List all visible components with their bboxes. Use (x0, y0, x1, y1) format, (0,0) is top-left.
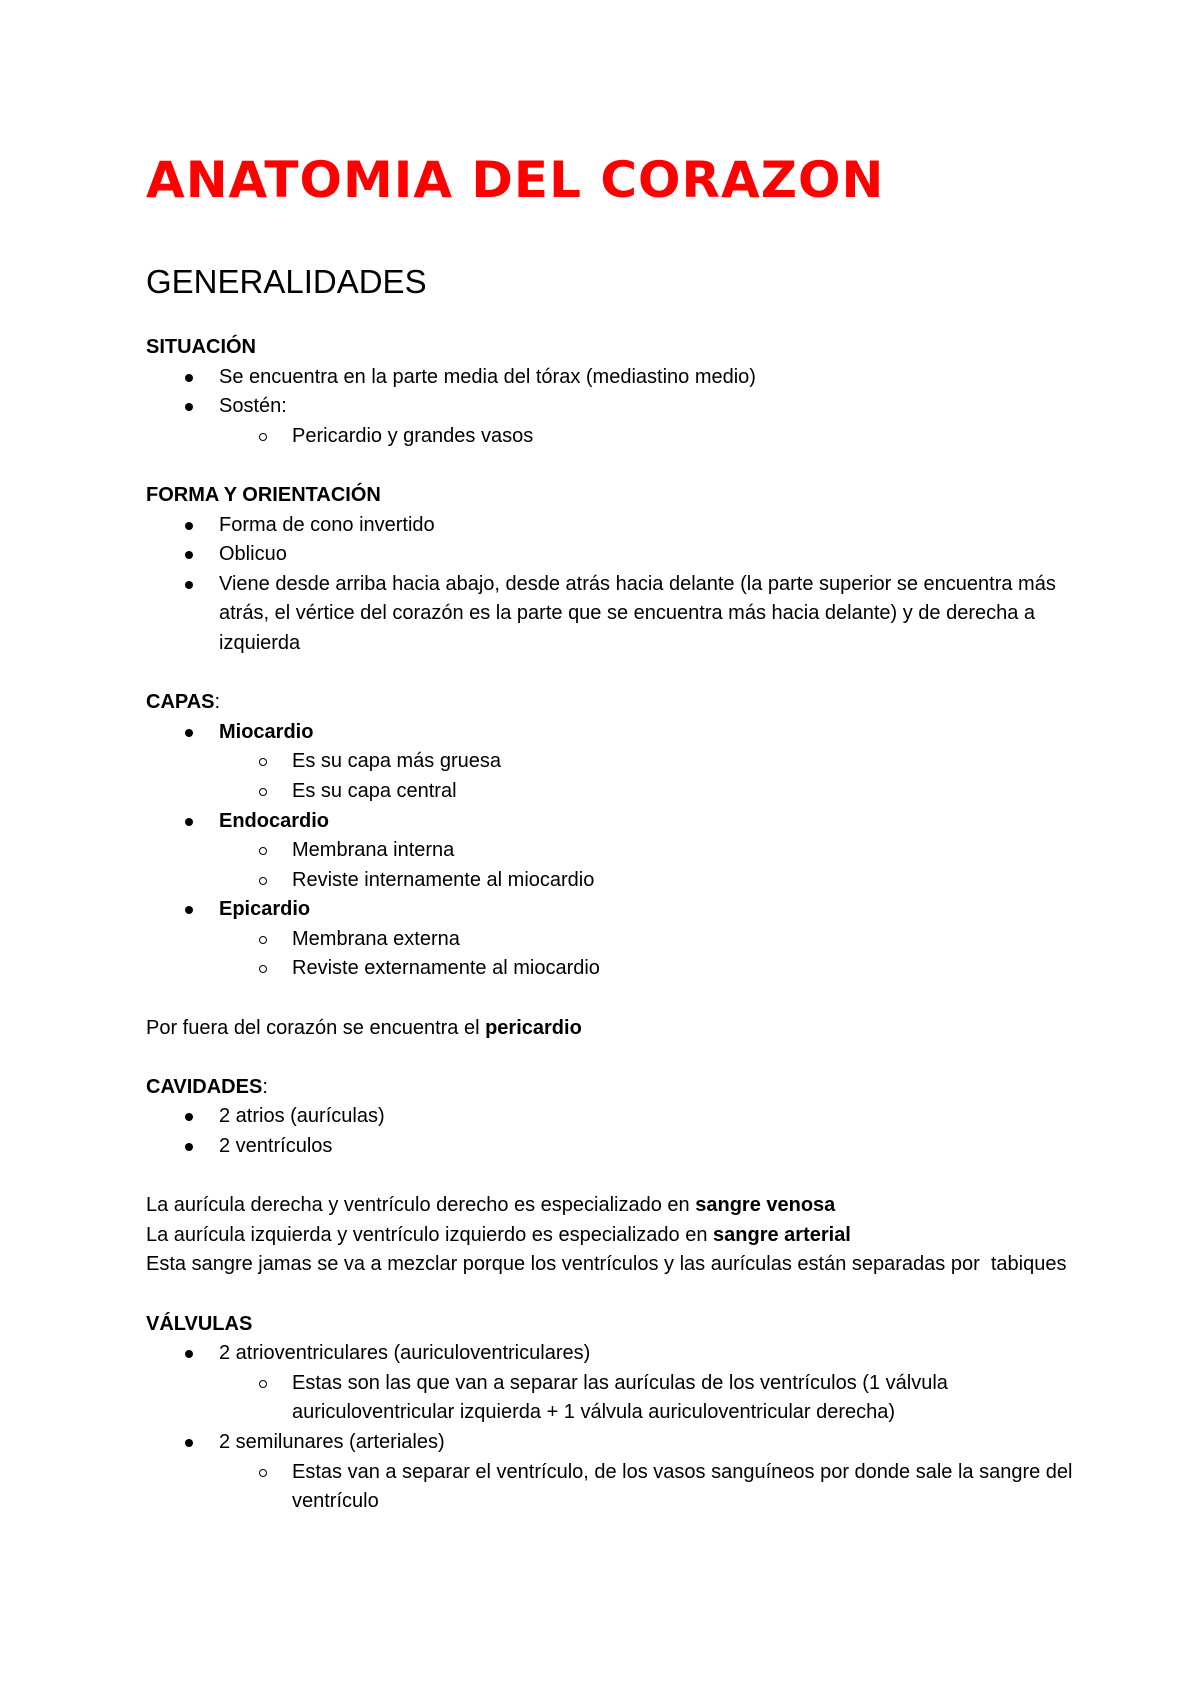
spacer (146, 1162, 1076, 1192)
sub-list (219, 925, 1076, 984)
heading-colon: : (214, 691, 221, 714)
sub-list-item: Membrana externa (292, 925, 1076, 955)
sub-list-item: Membrana interna (292, 836, 1076, 866)
capas-block (146, 688, 1076, 984)
layer-name-endocardio: Endocardio (219, 809, 330, 832)
spacer (146, 451, 1076, 481)
capas-list (146, 718, 1076, 984)
list-item (219, 1339, 1076, 1428)
spacer (146, 984, 1076, 1014)
sangre-line-2-text: La aurícula izquierda y ventrículo izquierdo es especializado en (146, 1223, 714, 1246)
list-item (219, 392, 1076, 451)
layer-name-epicardio: Epicardio (219, 898, 311, 921)
forma-block (146, 481, 1076, 659)
spacer (146, 1280, 1076, 1310)
spacer (146, 659, 1076, 689)
sub-list-item: Es su capa más gruesa (292, 747, 1076, 777)
document-page (146, 150, 1076, 1517)
heading-cavidades-text: CAVIDADES (146, 1075, 263, 1098)
list-item (219, 718, 1076, 807)
valvulas-block (146, 1310, 1076, 1517)
valve-group-label: 2 semilunares (arteriales) (219, 1430, 445, 1453)
heading-valvulas: VÁLVULAS (146, 1312, 253, 1335)
sangre-line-2 (146, 1221, 1076, 1251)
sub-list-item: Estas van a separar el ventrículo, de los vasos sanguíneos por donde sale la sangre del ventrículo (292, 1458, 1076, 1517)
sub-list-item: Reviste externamente al miocardio (292, 954, 1076, 984)
valvulas-list (146, 1339, 1076, 1517)
sub-list-item: Reviste internamente al miocardio (292, 866, 1076, 896)
list-item: 2 ventrículos (219, 1132, 1076, 1162)
list-item: Oblicuo (219, 540, 1076, 570)
heading-forma: FORMA Y ORIENTACIÓN (146, 483, 381, 506)
cavidades-list (146, 1102, 1076, 1161)
heading-capas (146, 688, 1076, 718)
sub-list (219, 422, 1076, 452)
heading-cavidades (146, 1073, 1076, 1103)
sub-list (219, 1369, 1076, 1428)
valve-group-label: 2 atrioventriculares (auriculoventriculares) (219, 1342, 591, 1365)
sub-list (219, 1458, 1076, 1517)
cavidades-block (146, 1073, 1076, 1162)
list-item (219, 1428, 1076, 1517)
sangre-line-3: Esta sangre jamas se va a mezclar porque los ventrículos y las aurículas están separadas por tabiques (146, 1253, 1067, 1276)
sangre-line-2-bold: sangre arterial (713, 1223, 851, 1246)
section-title-generalidades: GENERALIDADES (146, 263, 427, 300)
list-item: Se encuentra en la parte media del tórax (mediastino medio) (219, 363, 1076, 393)
heading-capas-text: CAPAS (146, 691, 215, 714)
sub-list (219, 836, 1076, 895)
heading-colon: : (262, 1075, 268, 1098)
sub-list-item: Es su capa central (292, 777, 1076, 807)
sangre-line-1 (146, 1191, 1076, 1221)
pericardio-note (146, 1014, 1076, 1044)
sub-list-item: Pericardio y grandes vasos (292, 422, 1076, 452)
list-item: 2 atrios (aurículas) (219, 1102, 1076, 1132)
heading-situacion: SITUACIÓN (146, 336, 256, 358)
forma-list (146, 511, 1076, 659)
spacer (146, 302, 1076, 333)
sub-list-item: Estas son las que van a separar las aurículas de los ventrículos (1 válvula auriculoventricular izquierda + 1 válvula auriculoventricular derecha) (292, 1369, 1076, 1428)
list-item (219, 895, 1076, 984)
list-item (219, 807, 1076, 896)
sub-list (219, 747, 1076, 806)
situacion-list (146, 363, 1076, 452)
document-title: ANATOMIA DEL CORAZON (146, 151, 885, 209)
sangre-line-1-text: La aurícula derecha y ventrículo derecho es especializado en (146, 1194, 696, 1217)
layer-name-miocardio: Miocardio (219, 720, 314, 743)
pericardio-note-text: Por fuera del corazón se encuentra el (146, 1016, 486, 1039)
list-item: Forma de cono invertido (219, 511, 1076, 541)
sangre-line-1-bold: sangre venosa (695, 1194, 836, 1217)
pericardio-note-bold: pericardio (485, 1016, 582, 1039)
sangre-paragraph (146, 1191, 1076, 1280)
spacer (146, 1043, 1076, 1073)
list-item-label: Sostén: (219, 395, 287, 418)
list-item: Viene desde arriba hacia abajo, desde atrás hacia delante (la parte superior se encuentra más atrás, el vértice del corazón es la parte que se encuentra más hacia delante) y de derecha a izquierda (219, 570, 1076, 659)
situacion-block (146, 333, 1076, 451)
